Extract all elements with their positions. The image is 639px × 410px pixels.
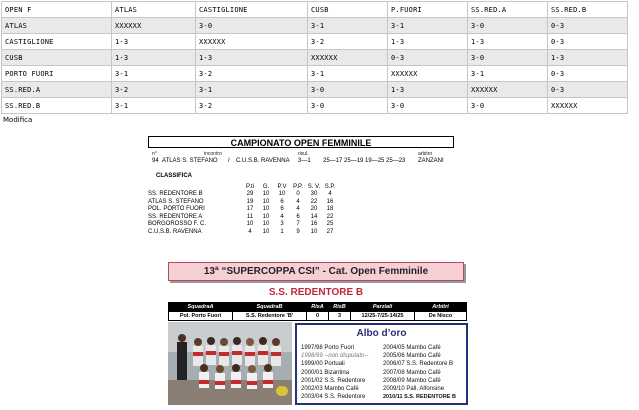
cross-score-cell: XXXXXX (196, 34, 308, 50)
result-header-cell: SquadraA (169, 303, 233, 312)
supercoppa-banner: 13ª “SUPERCOPPA CSI” - Cat. Open Femminile (168, 262, 464, 281)
cross-score-cell: 1-3 (388, 82, 468, 98)
cross-score-cell: 3-0 (468, 50, 548, 66)
cross-header-row (2, 2, 628, 18)
cross-score-cell: XXXXXX (388, 66, 468, 82)
match-separator: / (228, 158, 230, 164)
standings-value: 6 (280, 206, 284, 213)
cross-header-cell: OPEN F (2, 2, 112, 18)
cross-team-cell: CASTIGLIONE (2, 34, 112, 50)
albo-entry: 2000/01 Bizantina (301, 369, 350, 376)
campionato-title: CAMPIONATO OPEN FEMMINILE (148, 136, 454, 148)
cross-score-cell: 0-3 (548, 66, 628, 82)
cross-score-cell: 1-3 (112, 50, 196, 66)
standings-value: 10 (246, 221, 254, 228)
standings-value: 16 (310, 221, 318, 228)
cross-score-cell: 0-3 (548, 82, 628, 98)
cross-header-cell: CASTIGLIONE (196, 2, 308, 18)
team-photo (168, 322, 292, 405)
standings-header-blank (148, 183, 242, 191)
albo-entry: 2010/11 S.S. REDENTORE B (383, 394, 456, 401)
standings-value: 29 (246, 191, 254, 198)
result-header-cell: RisA (307, 303, 329, 312)
result-data-cell: 0 (307, 312, 329, 321)
cross-row (2, 34, 628, 50)
result-header-row (169, 303, 467, 312)
cross-score-cell: 3-0 (468, 18, 548, 34)
cross-header-cell: P.FUORI (388, 2, 468, 18)
cross-score-cell: 3-0 (308, 98, 388, 114)
standings-value: 10 (310, 228, 318, 235)
result-data-cell: 12/25-7/25-14/25 (351, 312, 415, 321)
cross-score-cell: 1-3 (468, 34, 548, 50)
standings-table (148, 183, 338, 236)
standings-value: 4 (328, 191, 332, 198)
standings-value: 10 (278, 191, 286, 198)
match-sets: 25—17 25—19 19—25 25—23 (323, 158, 406, 164)
cross-score-cell: 3-1 (308, 18, 388, 34)
cross-team-cell: CUSB (2, 50, 112, 66)
standings-value: 20 (310, 206, 318, 213)
standings-header-cell: S.P. (324, 183, 336, 190)
cross-row (2, 18, 628, 34)
albo-entry: 1997/98 Porto Fuori (301, 345, 355, 351)
cross-score-cell: 1-3 (548, 50, 628, 66)
albo-entry: 1999/00 Portuali (301, 361, 345, 368)
result-header-cell: SquadraB (233, 303, 307, 312)
albo-entry: 2006/07 S.S. Redentore B (383, 361, 454, 368)
albo-entry: 2001/02 S.S. Redentore (301, 377, 366, 384)
standings-value: 25 (326, 221, 334, 228)
cross-score-cell: 3-1 (112, 66, 196, 82)
result-header-cell: Arbitri (415, 303, 467, 312)
albo-entry: 2009/10 Pall. Alfonsine (383, 386, 445, 392)
albo-title: Albo d’oro (356, 328, 407, 339)
standings-value: 10 (262, 198, 270, 205)
cross-score-cell: 3-1 (112, 98, 196, 114)
cross-score-cell: XXXXXX (548, 98, 628, 114)
header-incontro: incontro (204, 151, 222, 157)
cross-score-cell: 1-3 (388, 34, 468, 50)
standings-row (148, 198, 338, 206)
standings-value: 27 (326, 228, 334, 235)
match-referee: ZANZANI (418, 158, 444, 164)
result-data-cell: Pol. Porto Fuori (169, 312, 233, 321)
header-n: n° (152, 151, 157, 157)
standings-team: SS. REDENTORE A (148, 213, 203, 220)
standings-team: SS. REDENTORE B (148, 191, 203, 198)
cross-score-cell: 3-2 (196, 98, 308, 114)
albo-doro-box (295, 323, 468, 405)
cross-row (2, 82, 628, 98)
standings-row (148, 221, 338, 229)
standings-value: 10 (262, 206, 270, 213)
standings-value: 11 (246, 213, 254, 220)
standings-value: 22 (326, 213, 334, 220)
cross-score-cell: XXXXXX (112, 18, 196, 34)
standings-header-cell: G. (262, 183, 270, 190)
cross-team-cell: ATLAS (2, 18, 112, 34)
match-result: 3—1 (298, 158, 311, 164)
standings-team: ATLAS S. STEFANO (148, 198, 204, 205)
standings-header-row (148, 183, 338, 191)
header-arbitro: arbitro (418, 151, 433, 157)
standings-header-cell: P.P. (293, 183, 303, 190)
cross-row (2, 98, 628, 114)
result-data-cell: 3 (329, 312, 351, 321)
standings-value: 10 (262, 191, 270, 198)
cross-score-cell: 1-3 (196, 50, 308, 66)
standings-value: 4 (296, 206, 300, 213)
result-data-row (169, 312, 467, 321)
cross-score-cell: 3-2 (308, 34, 388, 50)
standings-team: BORGOROSSO F. C. (148, 221, 207, 228)
standings-header-cell: P.V (277, 183, 287, 190)
cross-results-table (1, 1, 628, 114)
cross-score-cell: 3-1 (308, 66, 388, 82)
cross-score-cell: XXXXXX (468, 82, 548, 98)
standings-value: 3 (280, 221, 284, 228)
cross-score-cell: 3-2 (196, 66, 308, 82)
result-header-cell: RisB (329, 303, 351, 312)
standings-value: 10 (262, 221, 270, 228)
cross-score-cell: 3-1 (388, 18, 468, 34)
standings-value: 4 (280, 213, 284, 220)
standings-value: 18 (326, 206, 334, 213)
standings-header-cell: P.ti (246, 183, 254, 190)
final-result-table (168, 302, 467, 321)
standings-row (148, 213, 338, 221)
supercoppa-winner: S.S. REDENTORE B (268, 287, 364, 298)
cross-score-cell: 3-0 (468, 98, 548, 114)
standings-value: 6 (296, 213, 300, 220)
cross-row (2, 66, 628, 82)
cross-score-cell: 1-3 (112, 34, 196, 50)
cross-score-cell: 0-3 (388, 50, 468, 66)
match-away: C.U.S.B. RAVENNA (236, 158, 290, 164)
cross-score-cell: 3-0 (388, 98, 468, 114)
standings-value: 9 (296, 228, 300, 235)
cross-team-cell: SS.RED.A (2, 82, 112, 98)
albo-entry: 2007/08 Mambo Café (383, 369, 441, 376)
cross-header-cell: SS.RED.B (548, 2, 628, 18)
cross-row (2, 50, 628, 66)
result-data-cell: S.S. Redentore 'B' (233, 312, 307, 321)
cross-score-cell: 0-3 (548, 34, 628, 50)
cross-header-cell: CUSB (308, 2, 388, 18)
standings-header-cell: S. V. (307, 183, 321, 190)
standings-team: POL. PORTO FUORI (148, 206, 205, 213)
cross-score-cell: 3-1 (468, 66, 548, 82)
standings-team: C.U.S.B. RAVENNA (148, 228, 202, 235)
standings-value: 4 (296, 198, 300, 205)
standings-value: 4 (248, 228, 252, 235)
cross-team-cell: PORTO FUORI (2, 66, 112, 82)
albo-entry: 2003/04 S.S. Redentore (301, 394, 366, 401)
standings-value: 1 (280, 228, 284, 235)
standings-row (148, 228, 338, 236)
cross-score-cell: 3-2 (112, 82, 196, 98)
standings-value: 10 (262, 213, 270, 220)
albo-entry: 1998/99 --non disputato-- (301, 353, 369, 360)
standings-row (148, 191, 338, 199)
cross-team-cell: SS.RED.B (2, 98, 112, 114)
albo-entry: 2008/09 Mambo Café (383, 377, 441, 384)
standings-value: 7 (296, 221, 300, 228)
standings-value: 30 (310, 191, 318, 198)
standings-value: 19 (246, 198, 254, 205)
result-data-cell: De Nisco (415, 312, 467, 321)
standings-row (148, 206, 338, 214)
cross-score-cell: 3-0 (196, 18, 308, 34)
albo-entry: 2005/06 Mambo Café (383, 353, 441, 360)
cross-header-cell: SS.RED.A (468, 2, 548, 18)
standings-value: 22 (310, 198, 318, 205)
match-home: ATLAS S. STEFANO (162, 158, 218, 164)
albo-entry: 2004/05 Mambo Café (383, 345, 441, 351)
header-risul: risul. (298, 151, 309, 157)
result-header-cell: Parziali (351, 303, 415, 312)
standings-value: 16 (326, 198, 334, 205)
modifica-link[interactable]: Modifica (3, 116, 33, 124)
standings-value: 17 (246, 206, 254, 213)
match-number: 94 (152, 158, 159, 164)
cross-score-cell: 0-3 (548, 18, 628, 34)
classifica-title: CLASSIFICA (156, 173, 192, 179)
standings-value: 6 (280, 198, 284, 205)
cross-score-cell: XXXXXX (308, 50, 388, 66)
cross-score-cell: 3-1 (196, 82, 308, 98)
standings-value: 10 (262, 228, 270, 235)
cross-header-cell: ATLAS (112, 2, 196, 18)
cross-score-cell: 3-0 (308, 82, 388, 98)
albo-entry: 2002/03 Mambo Café (301, 386, 359, 392)
standings-value: 0 (296, 191, 300, 198)
standings-value: 14 (310, 213, 318, 220)
